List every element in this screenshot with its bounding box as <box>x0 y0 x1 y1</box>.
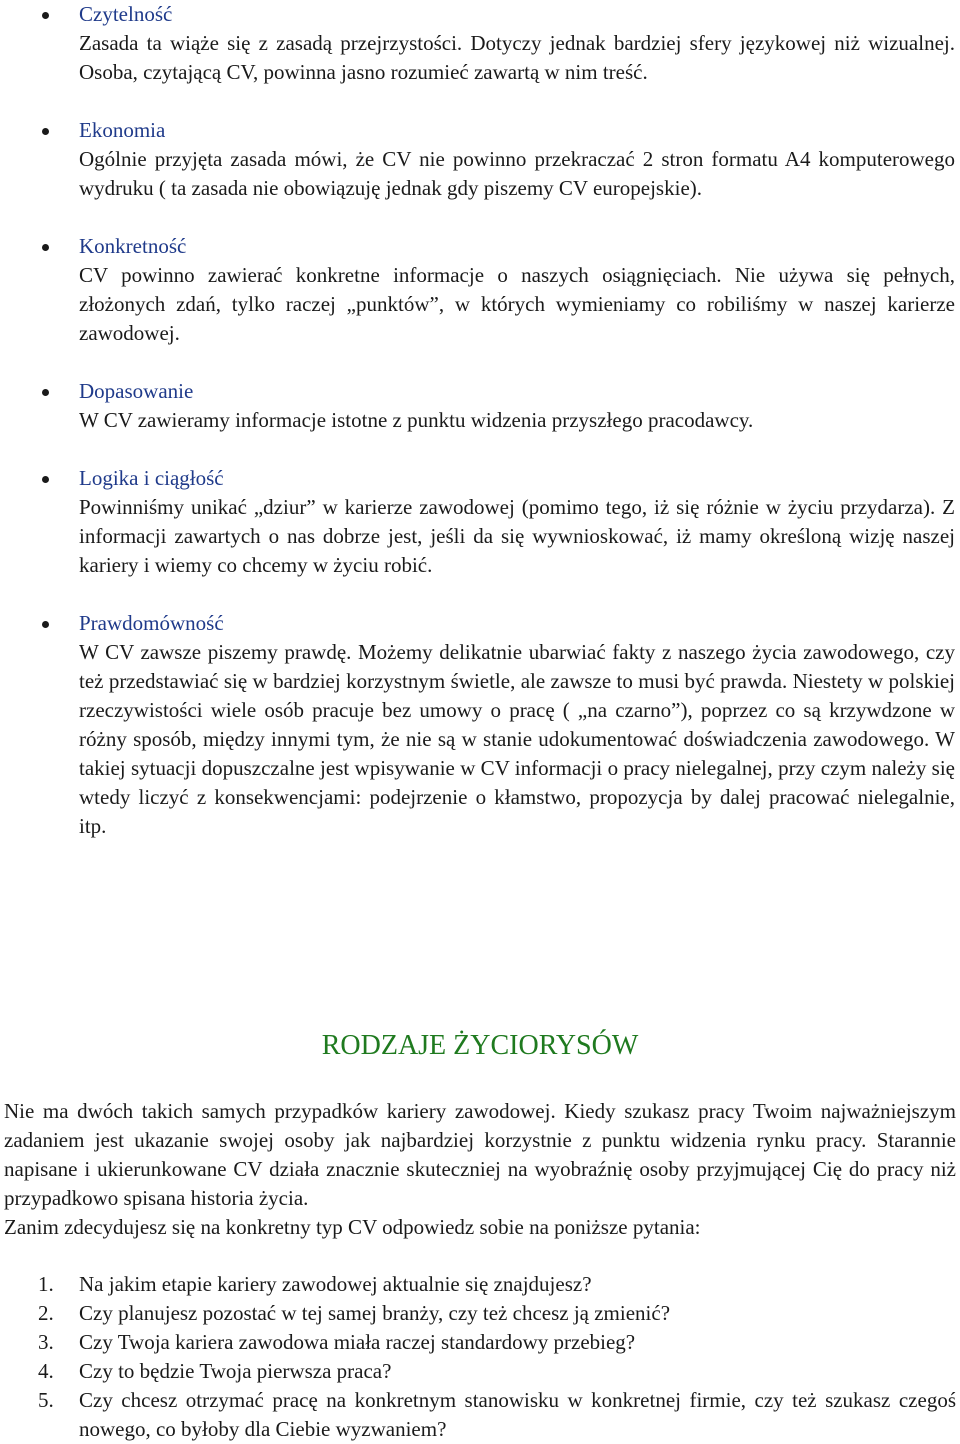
intro-paragraph: Nie ma dwóch takich samych przypadków kariery zawodowej. Kiedy szukasz pracy Twoim najważniejszym zadaniem jest ukazanie swojej osoby jak najbardziej korzystnie z punktu widzenia rynku pracy. Starannie napisane i ukierunkowane CV działa znacznie skuteczniej na wyobraźnię osoby przyjmującej Cię do pracy niż przypadkowo spisana historia życia. <box>4 1099 956 1210</box>
principle-text: Powinniśmy unikać „dziur” w karierze zawodowej (pomimo tego, iż się różnie w życiu przydarza). Z informacji zawartych o nas dobrze jest, jeśli da się wywnioskować, iż mamy określoną wizję naszej kariery i wiemy co chcemy w życiu robić. <box>79 495 955 577</box>
question-text: Na jakim etapie kariery zawodowej aktualnie się znajdujesz? <box>79 1272 592 1296</box>
principle-title: Konkretność <box>79 234 187 258</box>
question-text: Czy Twoja kariera zawodowa miała raczej standardowy przebieg? <box>79 1330 636 1354</box>
bullet-dot-icon <box>42 244 49 251</box>
section-heading: RODZAJE ŻYCIORYSÓW <box>321 1030 639 1061</box>
question-item <box>0 1270 956 1299</box>
principle-text: Zasada ta wiąże się z zasadą przejrzystości. Dotyczy jednak bardziej sfery językowej niż wizualnej. Osoba, czytającą CV, powinna jasno rozumieć zawartą w nim treść. <box>79 31 955 84</box>
bullet-dot-icon <box>42 128 49 135</box>
question-text: Czy to będzie Twoja pierwsza praca? <box>79 1359 392 1383</box>
principle-text: Ogólnie przyjęta zasada mówi, że CV nie powinno przekraczać 2 stron formatu A4 komputerowego wydruku ( ta zasada nie obowiązuję jednak gdy piszemy CV europejskie). <box>79 147 955 200</box>
intro-question-lead: Zanim zdecydujesz się na konkretny typ CV odpowiedz sobie na poniższe pytania: <box>4 1215 701 1239</box>
principle-title: Ekonomia <box>79 118 166 142</box>
bullet-dot-icon <box>42 476 49 483</box>
principle-title: Logika i ciągłość <box>79 466 224 490</box>
question-number: 3. <box>38 1330 54 1354</box>
principle-text: W CV zawsze piszemy prawdę. Możemy delikatnie ubarwiać fakty z naszego życia zawodowego, czy też przedstawiać się w bardziej korzystnym świetle, ale zawsze to musi być prawda. Niestety w polskiej rzeczywistości wiele osób pracuje bez umowy o pracę ( „na czarno”), poprzez co są krzywdzone w różny sposób, między innymi tym, że nie są w stanie udokumentować doświadczenia zawodowego. W takiej sytuacji dopuszczalne jest wpisywanie w CV informacji o pracy nielegalnej, przy czym należy się wtedy liczyć z konsekwencjami: podejrzenie o kłamstwo, propozycja by dalej pracować nielegalnie, itp. <box>79 640 955 838</box>
question-number: 5. <box>38 1388 54 1412</box>
question-number: 4. <box>38 1359 54 1383</box>
question-item <box>0 1386 956 1444</box>
question-text: Czy chcesz otrzymać pracę na konkretnym stanowisku w konkretnej firmie, czy też szukasz czegoś nowego, co byłoby dla Ciebie wyzwaniem? <box>79 1388 956 1441</box>
principle-text: CV powinno zawierać konkretne informacje o naszych osiągnięciach. Nie używa się pełnych, złożonych zdań, tylko raczej „punktów”, w których wymieniamy co robiliśmy w naszej karierze zawodowej. <box>79 263 955 345</box>
question-number: 2. <box>38 1301 54 1325</box>
principle-item-ekonomia <box>0 116 955 203</box>
bullet-dot-icon <box>42 621 49 628</box>
question-item <box>0 1357 956 1386</box>
principle-title: Prawdomówność <box>79 611 224 635</box>
question-item <box>0 1328 956 1357</box>
bullet-dot-icon <box>42 389 49 396</box>
questions-list <box>0 1270 960 1444</box>
principle-item-czytelnosc <box>0 0 955 87</box>
principle-text: W CV zawieramy informacje istotne z punktu widzenia przyszłego pracodawcy. <box>79 408 754 432</box>
question-item <box>0 1299 956 1328</box>
principle-item-logika <box>0 464 955 580</box>
question-text: Czy planujesz pozostać w tej samej branży, czy też chcesz ją zmienić? <box>79 1301 671 1325</box>
principle-item-dopasowanie <box>0 377 955 435</box>
intro-text <box>4 1097 956 1242</box>
principle-title: Czytelność <box>79 2 173 26</box>
principle-item-konkretnosc <box>0 232 955 348</box>
principle-item-prawdomownosc <box>0 609 955 841</box>
bullet-dot-icon <box>42 12 49 19</box>
question-number: 1. <box>38 1272 54 1296</box>
principle-title: Dopasowanie <box>79 379 194 403</box>
